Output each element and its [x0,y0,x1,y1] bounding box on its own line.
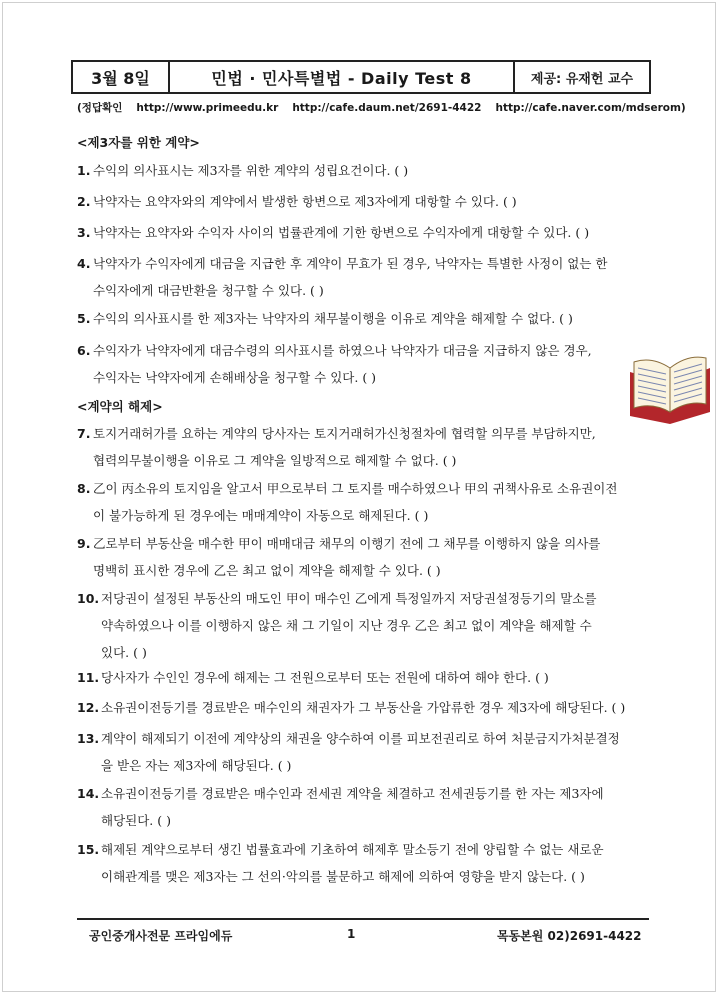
question-text-cont: 있다. ( ) [101,645,147,660]
question-text-cont: 을 받은 자는 제3자에 해당된다. ( ) [101,758,292,773]
question-7 [77,420,657,474]
question-number: 5. [77,311,91,326]
question-text-cont: 이 불가능하게 된 경우에는 매매계약이 자동으로 해제된다. ( ) [93,508,429,523]
footer-page-number: 1 [347,927,356,941]
question-text: 낙약자는 요약자와 수익자 사이의 법률관계에 기한 항변으로 수익자에게 대항할 수 있다. ( ) [93,225,590,240]
question-9 [77,530,657,584]
question-text-cont: 수익자는 낙약자에게 손해배상을 청구할 수 있다. ( ) [93,370,377,385]
question-text: 당사자가 수인인 경우에 해제는 그 전원으로부터 또는 전원에 대하여 해야 한다. ( ) [101,670,549,685]
footer-contact: 목동본원 02)2691-4422 [497,929,642,943]
question-10 [77,585,657,666]
question-12 [77,694,657,721]
question-number: 11. [77,670,100,685]
question-number: 1. [77,163,91,178]
open-book-icon [626,346,714,426]
question-text: 소유권이전등기를 경료받은 매수인의 채권자가 그 부동산을 가압류한 경우 제3자에 해당된다. ( ) [101,700,626,715]
question-text: 저당권이 설정된 부동산의 매도인 甲이 매수인 乙에게 특정일까지 저당권설정등기의 말소를 [101,591,597,606]
answer-links [77,100,686,115]
question-text: 계약이 해제되기 이전에 계약상의 채권을 양수하여 이를 피보전권리로 하여 처분금지가처분결정 [101,731,620,746]
question-number: 8. [77,481,91,496]
question-text-cont: 명백히 표시한 경우에 乙은 최고 없이 계약을 해제할 수 있다. ( ) [93,563,441,578]
question-text-cont: 약속하였으나 이를 이행하지 않은 채 그 기일이 지난 경우 乙은 최고 없이 계약을 해제할 수 [101,618,592,633]
question-number: 13. [77,731,100,746]
question-number: 9. [77,536,91,551]
question-5 [77,305,657,332]
question-text: 수익자가 낙약자에게 대금수령의 의사표시를 하였으나 낙약자가 대금을 지급하지 않은 경우, [93,343,592,358]
question-number: 10. [77,591,100,606]
question-text: 낙약자가 수익자에게 대금을 지급한 후 계약이 무효가 된 경우, 낙약자는 특별한 사정이 없는 한 [93,256,608,271]
header-table [71,60,651,94]
header-provider: 제공: 유재헌 교수 [530,71,634,87]
question-text: 수익의 의사표시는 제3자를 위한 계약의 성립요건이다. ( ) [93,163,409,178]
footer-academy: 공인중개사전문 프라임에듀 [89,929,233,943]
section-title-third-party: <제3자를 위한 계약> [77,135,200,150]
question-text: 토지거래허가를 요하는 계약의 당사자는 토지거래허가신청절차에 협력할 의무를 부담하지만, [93,426,596,441]
question-text: 乙이 丙소유의 토지임을 알고서 甲으로부터 그 토지를 매수하였으나 甲의 귀책사유로 소유권이전 [93,481,618,496]
question-text-cont: 수익자에게 대금반환을 청구할 수 있다. ( ) [93,283,324,298]
question-text: 낙약자는 요약자와의 계약에서 발생한 항변으로 제3자에게 대항할 수 있다. ( ) [93,194,517,209]
question-text-cont: 이해관계를 맺은 제3자는 그 선의·악의를 불문하고 해제에 의하여 영향을 받지 않는다. ( ) [101,869,585,884]
question-number: 7. [77,426,91,441]
links-label: (정답확인 [77,102,123,114]
question-14 [77,780,657,834]
question-8 [77,475,657,529]
question-number: 3. [77,225,91,240]
question-text: 해제된 계약으로부터 생긴 법률효과에 기초하여 해제후 말소등기 전에 양립할 수 없는 새로운 [101,842,604,857]
question-4 [77,250,657,304]
section-title-rescission: <계약의 해제> [77,399,163,414]
footer-rule [77,918,649,920]
question-2 [77,188,657,215]
link-naver-cafe[interactable]: http://cafe.naver.com/mdserom) [495,102,686,114]
question-1 [77,157,657,184]
question-text: 소유권이전등기를 경료받은 매수인과 전세권 계약을 체결하고 전세권등기를 한 자는 제3자에 [101,786,604,801]
question-13 [77,725,657,779]
question-number: 6. [77,343,91,358]
question-text-cont: 해당된다. ( ) [101,813,171,828]
question-text-cont: 협력의무불이행을 이유로 그 계약을 일방적으로 해제할 수 없다. ( ) [93,453,457,468]
question-15 [77,836,657,890]
question-text: 乙로부터 부동산을 매수한 甲이 매매대금 채무의 이행기 전에 그 채무를 이행하지 않을 의사를 [93,536,601,551]
question-number: 2. [77,194,91,209]
link-primeedu[interactable]: http://www.primeedu.kr [136,102,279,114]
header-date: 3월 8일 [73,62,170,92]
question-11 [77,664,657,691]
question-6 [77,337,657,391]
question-number: 14. [77,786,100,801]
question-number: 15. [77,842,100,857]
header-title: 민법 · 민사특별법 - Daily Test 8 [170,62,515,92]
question-3 [77,219,657,246]
question-number: 12. [77,700,100,715]
question-number: 4. [77,256,91,271]
question-text: 수익의 의사표시를 한 제3자는 낙약자의 채무불이행을 이유로 계약을 해제할 수 없다. ( ) [93,311,573,326]
link-daum-cafe[interactable]: http://cafe.daum.net/2691-4422 [292,102,482,114]
